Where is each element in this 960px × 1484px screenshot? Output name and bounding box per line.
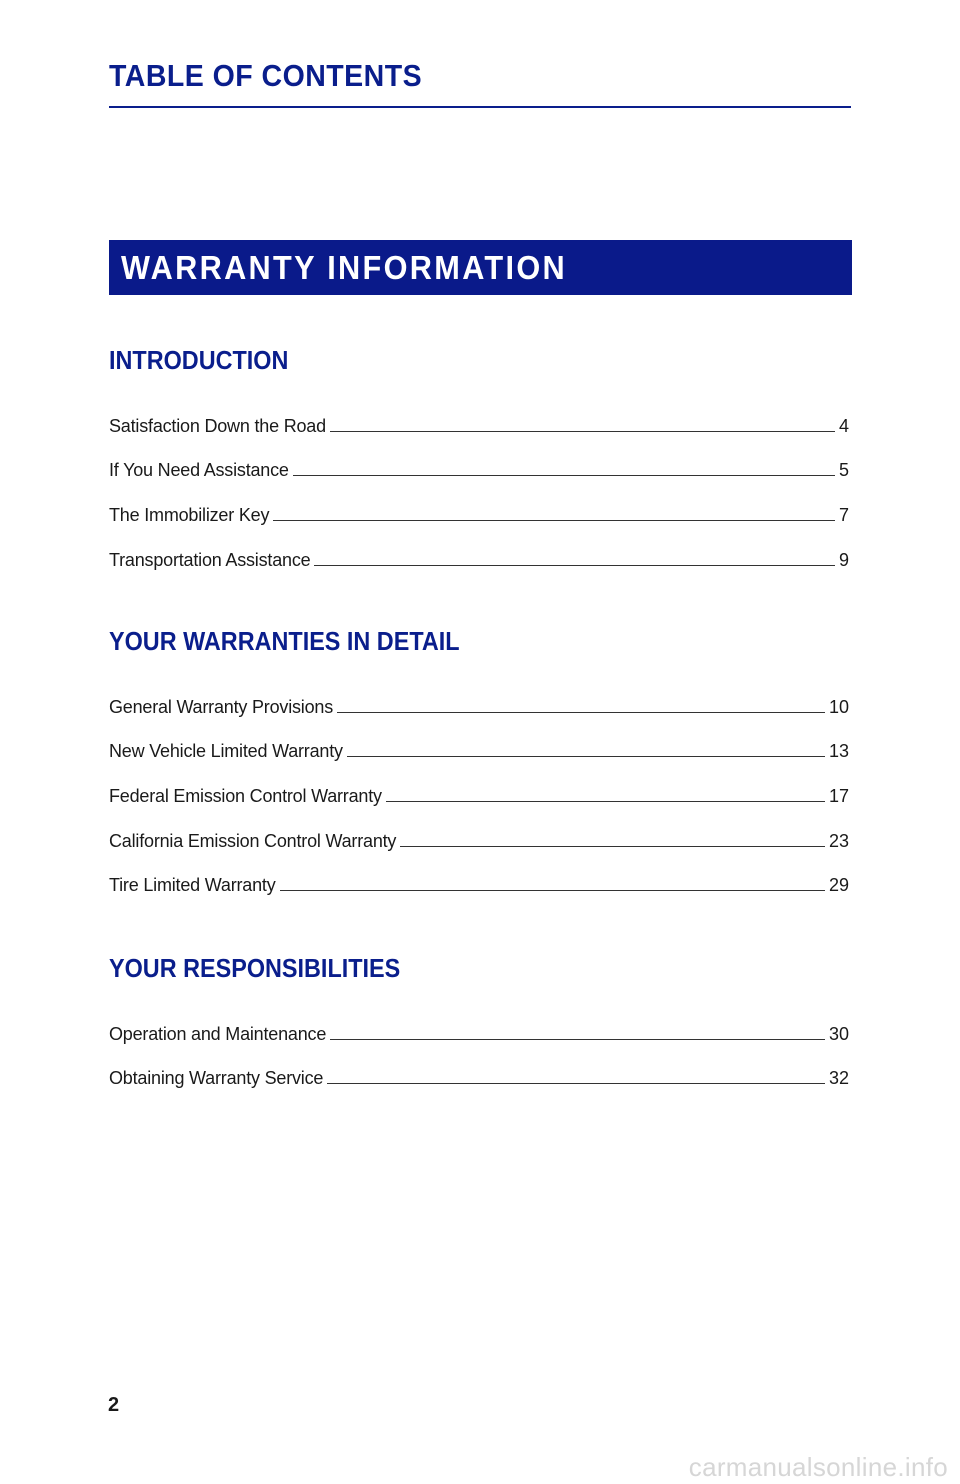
toc-entry[interactable] xyxy=(109,1000,849,1045)
watermark-text: carmanualsonline.info xyxy=(688,1452,948,1482)
toc-entry-label: General Warranty Provisions xyxy=(109,696,334,717)
toc-list xyxy=(109,673,849,896)
toc-entry-label: Obtaining Warranty Service xyxy=(109,1068,324,1089)
toc-leader-line xyxy=(293,475,835,476)
toc-entry-label: Operation and Maintenance xyxy=(109,1023,327,1044)
toc-section-introduction xyxy=(109,340,849,571)
toc-entry-label: New Vehicle Limited Warranty xyxy=(109,741,343,762)
toc-leader-line xyxy=(314,565,835,566)
toc-entry[interactable] xyxy=(109,852,849,897)
page-title: TABLE OF CONTENTS xyxy=(109,58,423,93)
toc-leader-line xyxy=(280,890,825,891)
toc-entry-page: 10 xyxy=(828,696,849,717)
banner-title: WARRANTY INFORMATION xyxy=(121,248,568,286)
toc-entry[interactable] xyxy=(109,392,849,437)
section-heading: YOUR RESPONSIBILITIES xyxy=(109,953,401,983)
section-heading: INTRODUCTION xyxy=(109,345,289,375)
toc-entry[interactable] xyxy=(109,437,849,482)
toc-entry[interactable] xyxy=(109,526,849,571)
toc-entry-label: Satisfaction Down the Road xyxy=(109,415,326,436)
title-divider xyxy=(109,106,851,108)
toc-entry-page: 17 xyxy=(828,786,849,807)
toc-entry-page: 4 xyxy=(838,415,849,436)
toc-entry-page: 30 xyxy=(828,1023,849,1044)
section-banner xyxy=(109,240,852,295)
toc-leader-line xyxy=(347,756,825,757)
toc-entry[interactable] xyxy=(109,762,849,807)
toc-leader-line xyxy=(327,1083,825,1084)
toc-entry-page: 9 xyxy=(838,549,849,570)
toc-entry[interactable] xyxy=(109,481,849,526)
toc-entry-page: 29 xyxy=(828,875,849,896)
toc-leader-line xyxy=(330,431,835,432)
toc-leader-line xyxy=(330,1039,825,1040)
toc-entry-page: 5 xyxy=(838,460,849,481)
toc-entry-label: The Immobilizer Key xyxy=(109,505,270,526)
toc-entry-label: Tire Limited Warranty xyxy=(109,875,276,896)
toc-leader-line xyxy=(273,520,835,521)
toc-leader-line xyxy=(337,712,825,713)
toc-entry[interactable] xyxy=(109,673,849,718)
section-heading: YOUR WARRANTIES IN DETAIL xyxy=(109,626,460,656)
toc-list xyxy=(109,1000,849,1089)
toc-entry-label: Federal Emission Control Warranty xyxy=(109,786,382,807)
toc-leader-line xyxy=(400,846,825,847)
toc-entry-page: 32 xyxy=(828,1068,849,1089)
toc-entry-label: California Emission Control Warranty xyxy=(109,830,397,851)
toc-entry[interactable] xyxy=(109,1045,849,1090)
toc-entry-page: 23 xyxy=(828,830,849,851)
toc-list xyxy=(109,392,849,571)
toc-entry[interactable] xyxy=(109,807,849,852)
toc-section-warranties xyxy=(109,621,849,896)
toc-leader-line xyxy=(386,801,825,802)
toc-entry-label: Transportation Assistance xyxy=(109,549,311,570)
toc-entry-page: 7 xyxy=(838,505,849,526)
toc-entry-label: If You Need Assistance xyxy=(109,460,289,481)
toc-entry[interactable] xyxy=(109,718,849,763)
toc-section-responsibilities xyxy=(109,948,849,1089)
page-number: 2 xyxy=(108,1394,120,1416)
toc-entry-page: 13 xyxy=(828,741,849,762)
